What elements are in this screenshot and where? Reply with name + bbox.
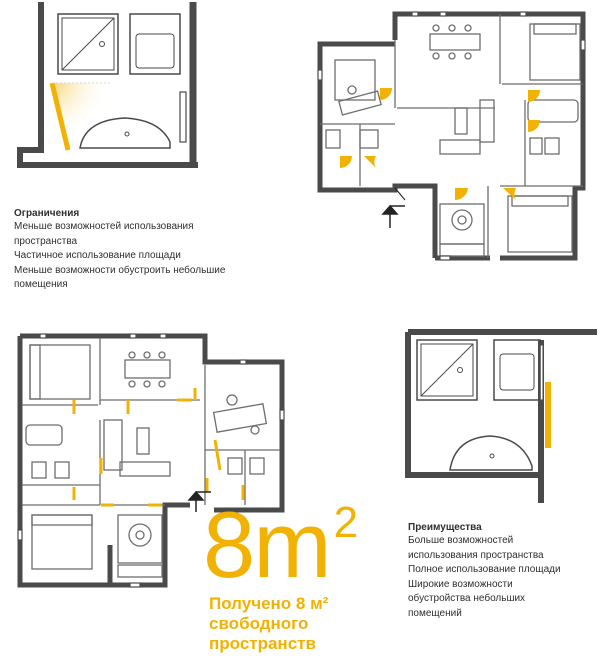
washbasin-after bbox=[450, 436, 532, 470]
bathtub bbox=[130, 14, 180, 74]
entrance-marker bbox=[383, 188, 405, 228]
area-gain-line: Получено 8 м² bbox=[209, 594, 329, 613]
advantages-title: Преимущества bbox=[408, 522, 482, 533]
area-gain-line: свободного bbox=[209, 614, 309, 633]
advantages-line: Больше возможностей bbox=[408, 535, 514, 546]
bathroom-plan-after bbox=[408, 332, 597, 503]
advantages-line: помещений bbox=[408, 607, 462, 619]
shower-tray bbox=[58, 14, 118, 74]
bathtub-after bbox=[494, 340, 540, 400]
advantages-line: использования пространства bbox=[408, 549, 544, 561]
limitations-block bbox=[14, 208, 225, 293]
limitations-line: Частичное использование площади bbox=[14, 250, 181, 261]
area-gain-caption bbox=[209, 594, 328, 654]
advantages-line: Полное использование площади bbox=[408, 564, 561, 575]
area-gain-power: 2 bbox=[333, 498, 357, 547]
area-gain-value: 8m bbox=[203, 492, 330, 597]
limitations-line: Меньше возможностей использования bbox=[14, 221, 194, 232]
advantages-block bbox=[408, 522, 561, 621]
apartment-plan-before bbox=[318, 12, 585, 260]
limitations-line: помещения bbox=[14, 279, 68, 290]
shower-tray-after bbox=[417, 340, 477, 400]
limitations-line: пространства bbox=[14, 235, 78, 247]
advantages-line: обустройства небольших bbox=[408, 593, 526, 604]
limitations-line: Меньше возможности обустроить небольшие bbox=[14, 264, 226, 276]
advantages-line: Широкие возможности bbox=[408, 578, 513, 590]
limitations-title: Ограничения bbox=[14, 208, 80, 219]
area-gain-line: пространств bbox=[209, 634, 316, 653]
